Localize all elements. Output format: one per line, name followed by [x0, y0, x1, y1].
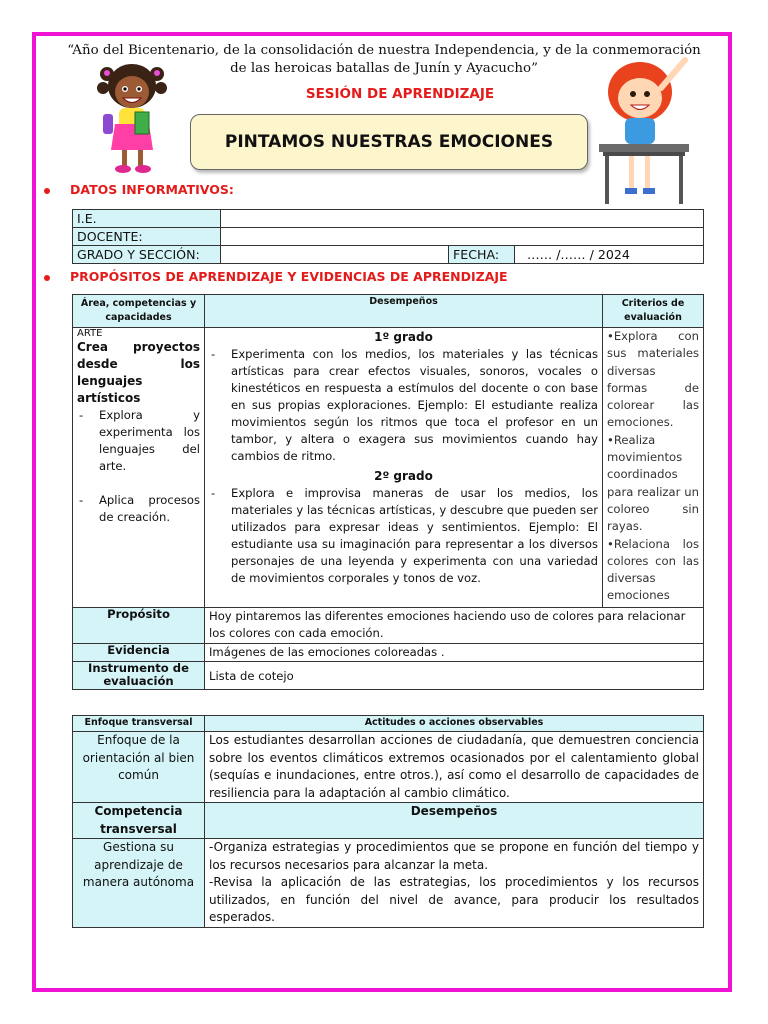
competencia-transversal-text: Gestiona su aprendizaje de manera autónoma	[73, 839, 205, 928]
enfoque-table	[72, 715, 704, 928]
bullet-icon	[44, 188, 50, 194]
datos-table	[72, 209, 704, 264]
enfoque-column-header: Enfoque transversal	[73, 716, 205, 732]
capacidad-item: - Aplica procesos de creación.	[99, 492, 200, 526]
area-cell	[73, 328, 205, 608]
enfoque-name: Enfoque de la orientación al bien común	[73, 732, 205, 803]
actitudes-column-header: Actitudes o acciones observables	[205, 716, 704, 732]
grado-label: GRADO Y SECCIÓN:	[73, 246, 221, 264]
area-name: ARTE	[77, 328, 103, 339]
grade-1-heading: 1º grado	[374, 330, 433, 344]
ie-value[interactable]	[221, 210, 704, 228]
header-motto-line-1: “Año del Bicentenario, de la consolidación de nuestra Independencia, y de la conmemoración	[67, 43, 701, 58]
docente-value[interactable]	[221, 228, 704, 246]
proposito-text: Hoy pintaremos las diferentes emociones haciendo uso de colores para relacionar los colores con cada emoción.	[205, 608, 704, 644]
grade-2-heading: 2º grado	[374, 469, 433, 483]
datos-heading	[44, 182, 234, 197]
actitudes-text: Los estudiantes desarrollan acciones de ciudadanía, que demuestren conciencia sobre los eventos climáticos extremos ocasionados por el calentamiento global (sequías e inundaciones, entre otros.), así como el desarrollo de capacidades de resiliencia para la adaptación al cambio climático.	[205, 732, 704, 803]
evidencia-label: Evidencia	[73, 644, 205, 662]
desempenos-column-header: Desempeños	[205, 295, 603, 328]
ie-label: I.E.	[73, 210, 221, 228]
criterio-item: •Relaciona los colores con las diversas emociones	[607, 536, 699, 603]
desempenos-transversal-label: Desempeños	[205, 803, 704, 839]
bullet-icon	[44, 275, 50, 281]
session-title: SESIÓN DE APRENDIZAJE	[305, 86, 495, 102]
propositos-heading-text: PROPÓSITOS DE APRENDIZAJE Y EVIDENCIAS DE APRENDIZAJE	[70, 269, 508, 284]
capacidad-item: - Explora y experimenta los lenguajes del arte.	[99, 407, 200, 475]
datos-heading-text: DATOS INFORMATIVOS:	[70, 182, 234, 197]
instrumento-label: Instrumento de evaluación	[73, 662, 205, 690]
lesson-title: PINTAMOS NUESTRAS EMOCIONES	[224, 132, 554, 152]
header-motto-line-2: de las heroicas batallas de Junín y Ayacucho”	[230, 61, 538, 76]
proposito-label: Propósito	[73, 608, 205, 644]
criterio-item: •Explora con sus materiales diversas formas de colorear las emociones.	[607, 329, 699, 430]
desempeno-grade-2: - Explora e improvisa maneras de usar los medios, los materiales y las técnicas artísticas, y descubre que pueden ser utilizados para expresar ideas y sentimientos. Ejemplo: El estudiante usa su imaginación para representar a los diversos personajes de una leyenda y experimenta con una variedad de movimientos corporales y tonos de voz.	[231, 485, 598, 587]
docente-label: DOCENTE:	[73, 228, 221, 246]
fecha-value[interactable]: …… /…… / 2024	[515, 246, 704, 264]
competencia-text: Crea proyectos desde los lenguajes artísticos	[77, 340, 200, 405]
competencia-transversal-label: Competencia transversal	[73, 803, 205, 839]
propositos-heading	[44, 269, 508, 284]
desempeno-grade-1: - Experimenta con los medios, los materiales y las técnicas artísticas para crear efectos visuales, sonoros, vocales o kinestéticos en respuesta a estímulos del docente o con base en sus propias exploraciones. Ejemplo: El estudiante realiza movimientos según los ritmos que toca el profesor en un tambor, y altera o exagera sus movimientos cuando hay cambios de ritmo.	[231, 346, 598, 465]
instrumento-text: Lista de cotejo	[205, 662, 704, 690]
desempenos-cell	[205, 328, 603, 608]
criterio-item: •Realiza movimientos coordinados para realizar un coloreo sin rayas.	[607, 432, 699, 534]
grado-value[interactable]	[221, 246, 449, 264]
propositos-table	[72, 294, 704, 690]
area-column-header: Área, competencias y capacidades	[73, 295, 205, 328]
criterios-cell	[603, 328, 704, 608]
criterios-column-header: Criterios de evaluación	[603, 295, 704, 328]
fecha-label: FECHA:	[449, 246, 515, 264]
capacidades-list	[77, 407, 200, 526]
lesson-title-box	[190, 114, 588, 170]
desempenos-transversal-text: -Organiza estrategias y procedimientos que se propone en función del tiempo y los recursos necesarios para alcanzar la meta. -Revisa la aplicación de las estrategias, los procedimientos y los recursos utilizados, en función del nivel de avance, para producir los resultados esperados.	[205, 839, 704, 928]
evidencia-text: Imágenes de las emociones coloreadas .	[205, 644, 704, 662]
